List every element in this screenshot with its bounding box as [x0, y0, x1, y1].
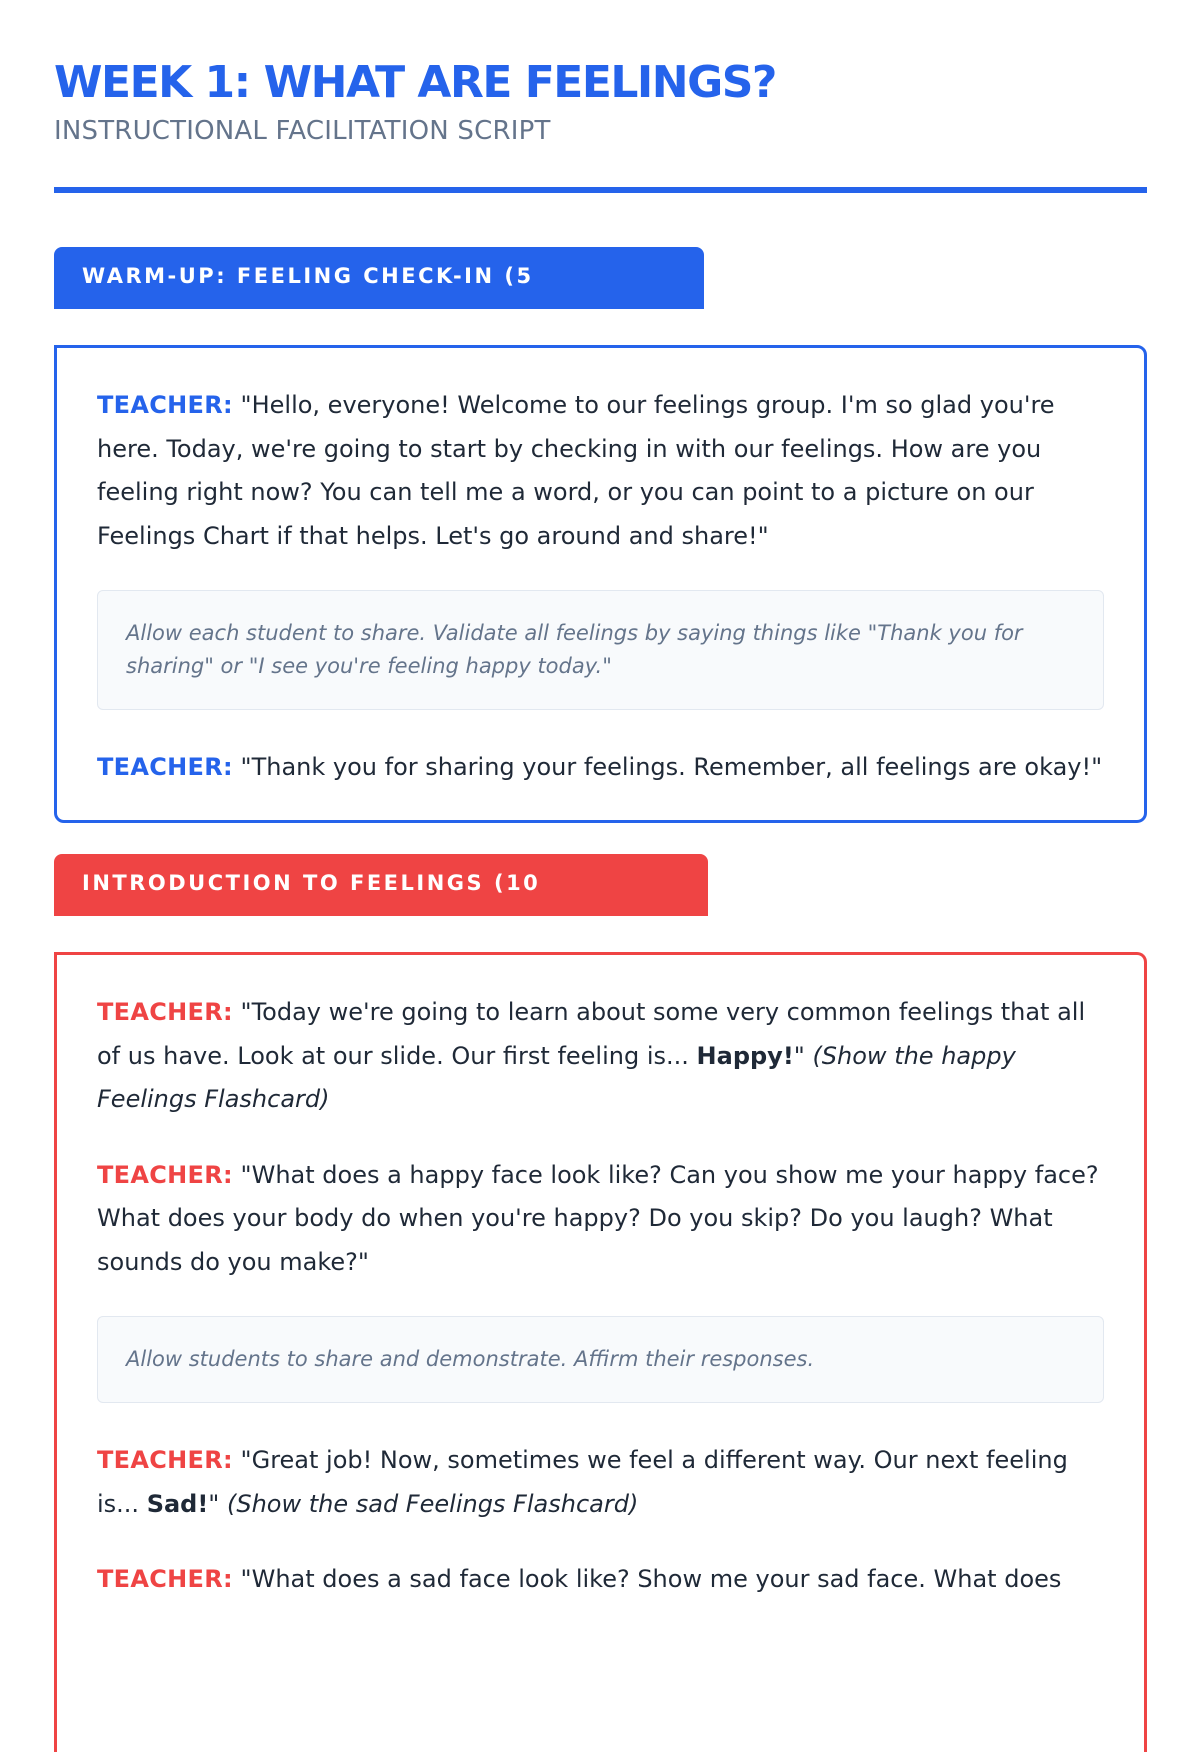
- speaker-label: TEACHER:: [97, 1565, 233, 1593]
- warmup-teacher-line-1: [97, 384, 1104, 558]
- dialogue-text: ": [793, 1041, 813, 1070]
- facilitator-note: Allow each student to share. Validate all feelings by saying things like "Thank you for sharing" or "I see you're feeling happy today.": [97, 590, 1104, 710]
- warmup-box: [54, 345, 1147, 823]
- intro-teacher-line-4: [97, 1558, 1104, 1602]
- intro-teacher-line-2: [97, 1154, 1104, 1285]
- page-title: WEEK 1: WHAT ARE FEELINGS?: [54, 57, 776, 108]
- page-subtitle: INSTRUCTIONAL FACILITATION SCRIPT: [54, 116, 551, 146]
- dialogue-text: "Hello, everyone! Welcome to our feelings group. I'm so glad you're here. Today, we're going to start by checking in with our feelings. How are you feeling right now? You can tell me a word, or you can point to a picture on our Feelings Chart if that helps. Let's go around and share!": [97, 391, 1055, 550]
- speaker-label: TEACHER:: [97, 1160, 233, 1189]
- dialogue-text: "Thank you for sharing your feelings. Remember, all feelings are okay!": [232, 753, 1103, 781]
- stage-direction: (Show the happy Feelings Flashcard): [97, 1041, 1016, 1113]
- dialogue-text: "Great job! Now, sometimes we feel a different way. Our next feeling is...: [97, 1446, 1068, 1518]
- speaker-label: TEACHER:: [97, 1446, 233, 1474]
- intro-section: [54, 854, 1147, 1752]
- header: [54, 56, 1147, 148]
- dialogue-text: "What does a sad face look like? Show me your sad face. What does: [232, 1565, 1062, 1593]
- dialogue-text: ": [208, 1489, 227, 1518]
- feeling-word-happy: Happy!: [696, 1041, 794, 1070]
- warmup-section: [54, 247, 1147, 823]
- facilitator-note: Allow students to share and demonstrate. Affirm their responses.: [97, 1316, 1104, 1403]
- speaker-label: TEACHER:: [97, 391, 233, 419]
- dialogue-text: "What does a happy face look like? Can you show me your happy face? What does your body do when you're happy? Do you skip? Do you laugh? What sounds do you make?": [97, 1160, 1099, 1276]
- stage-direction: (Show the sad Feelings Flashcard): [226, 1489, 639, 1518]
- intro-box: [54, 952, 1147, 1752]
- warmup-teacher-line-2: [97, 746, 1104, 790]
- header-divider: [54, 187, 1147, 193]
- feeling-word-sad: Sad!: [146, 1489, 209, 1518]
- intro-teacher-line-1: [97, 991, 1104, 1122]
- dialogue-text: "Today we're going to learn about some very common feelings that all of us have. Look at our slide. Our first feeling is...: [97, 998, 1086, 1070]
- intro-teacher-line-3: [97, 1439, 1104, 1526]
- speaker-label: TEACHER:: [97, 998, 233, 1026]
- speaker-label: TEACHER:: [97, 753, 233, 781]
- warmup-heading: WARM-UP: FEELING CHECK-IN (5 MINUTES): [54, 247, 704, 309]
- intro-heading: INTRODUCTION TO FEELINGS (10 MINUTES): [54, 854, 708, 916]
